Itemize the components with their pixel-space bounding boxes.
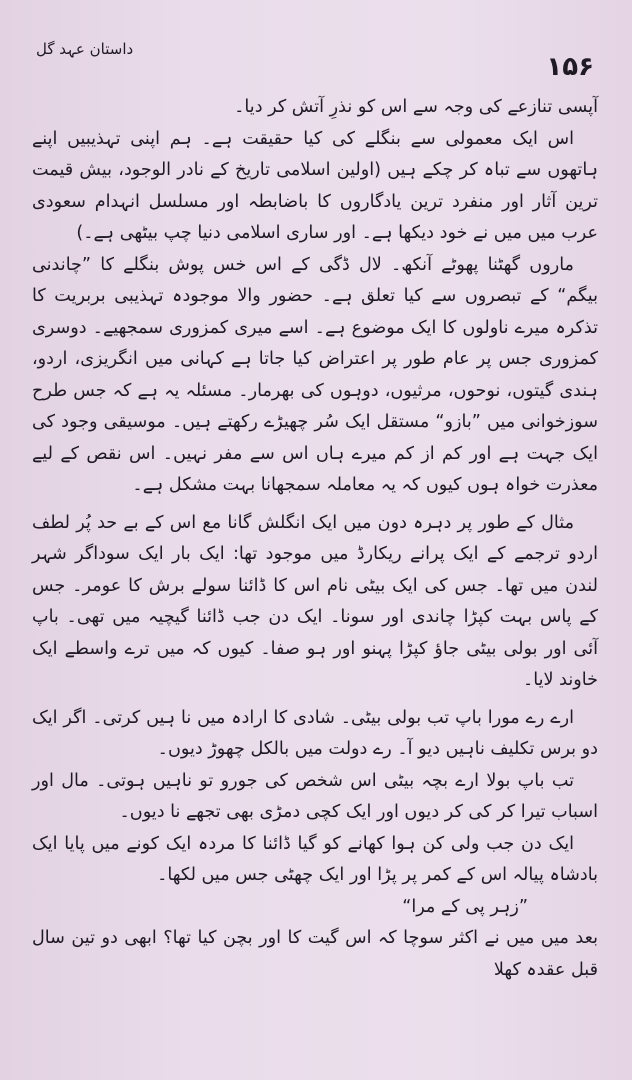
page-number: ۱۵۶ bbox=[546, 52, 594, 82]
running-title: داستان عہد گل bbox=[36, 40, 134, 58]
paragraph-5: ارے رے مورا باپ تب بولی بیٹی۔ شادی کا ارادہ میں نا ہیں کرتی۔ اگر ایک دو برس تکلیف ناہیں دیو آ۔ رے دولت میں بالکل چھوڑ دیوں۔ bbox=[32, 707, 598, 759]
quoted-note: ”زہر پی کے مرا“ bbox=[402, 896, 528, 917]
paragraph-1: آپسی تنازعے کی وجہ سے اس کو نذرِ آتش کر دیا۔ bbox=[234, 97, 598, 117]
body-text bbox=[32, 92, 598, 986]
paragraph-6: تب باپ بولا ارے بچہ بیٹی اس شخص کی جورو تو ناہیں ہوتی۔ مال اور اسباب تیرا کر کی کر دیوں اور ایک کچی دمڑی بھی تجھے نا دیوں۔ bbox=[32, 770, 598, 822]
paragraph-7: ایک دن جب ولی کن ہوا کھانے کو گیا ڈائنا کا مردہ ایک کونے میں پایا ایک بادشاہ پیالہ اس کے کمر پر پڑا اور ایک چھٹی جس میں لکھا۔ bbox=[32, 833, 598, 885]
paragraph-3: ماروں گھٹنا پھوٹے آنکھ۔ لال ڈگی کے اس خس پوش بنگلے کا ”چاندنی بیگم“ کے تبصروں سے کیا تعلق ہے۔ حضور والا موجودہ تہذیبی بربریت کا تذکرہ میرے ناولوں کا ایک موضوع ہے۔ اسے میری کمزوری سمجھیے۔ دوسری کمزوری جس پر عام طور پر اعتراض کیا جاتا ہے کہانی میں انگریزی، اردو، ہندی گیتوں، نوحوں، مرثیوں، دوہوں کی بھرمار۔ مسئلہ یہ ہے کہ جس طرح سوزخوانی میں ”بازو“ مستقل ایک سُر چھیڑے رکھتے ہیں۔ موسیقی وجود کی ایک جہت ہے اور کم از کم میرے ہاں اس سے مفر نہیں۔ اس نقص کے لیے معذرت خواہ ہوں کیوں کہ یہ معاملہ سمجھانا بہت مشکل ہے۔ bbox=[32, 254, 598, 495]
paragraph-8: بعد میں میں نے اکثر سوچا کہ اس گیت کا اور بچن کیا تھا؟ ابھی دو تین سال قبل عقدہ کھلا bbox=[32, 928, 598, 980]
page-header bbox=[36, 34, 594, 84]
paragraph-2: اس ایک معمولی سے بنگلے کی کیا حقیقت ہے۔ ہم اپنی تہذیبیں اپنے ہاتھوں سے تباہ کر چکے ہیں (اولین اسلامی تاریخ کے نادر الوجود، بیش قیمت ترین آثار اور منفرد ترین یادگاروں کا باضابطہ اور مسلسل انہدام سعودی عرب میں میں نے خود دیکھا ہے۔ اور ساری اسلامی دنیا چپ بیٹھی ہے۔) bbox=[32, 128, 598, 243]
paragraph-4: مثال کے طور پر دہرہ دون میں ایک انگلش گانا مع اس کے بے حد پُر لطف اردو ترجمے کے ایک پرانے ریکارڈ میں موجود تھا: ایک بار ایک سوداگر شہر لندن میں تھا۔ جس کی ایک بیٹی نام اس کا ڈائنا سولے برش کا عومر۔ جس کے پاس بہت کپڑا چاندی اور سونا۔ ایک دن جب ڈائنا گیچیہ میں تھی۔ باپ آئی اور بولی بیٹی جاؤ کپڑا پہنو اور ہو صفا۔ کیوں کہ میں ترے واسطے ایک خاوند لایا۔ bbox=[32, 512, 598, 690]
